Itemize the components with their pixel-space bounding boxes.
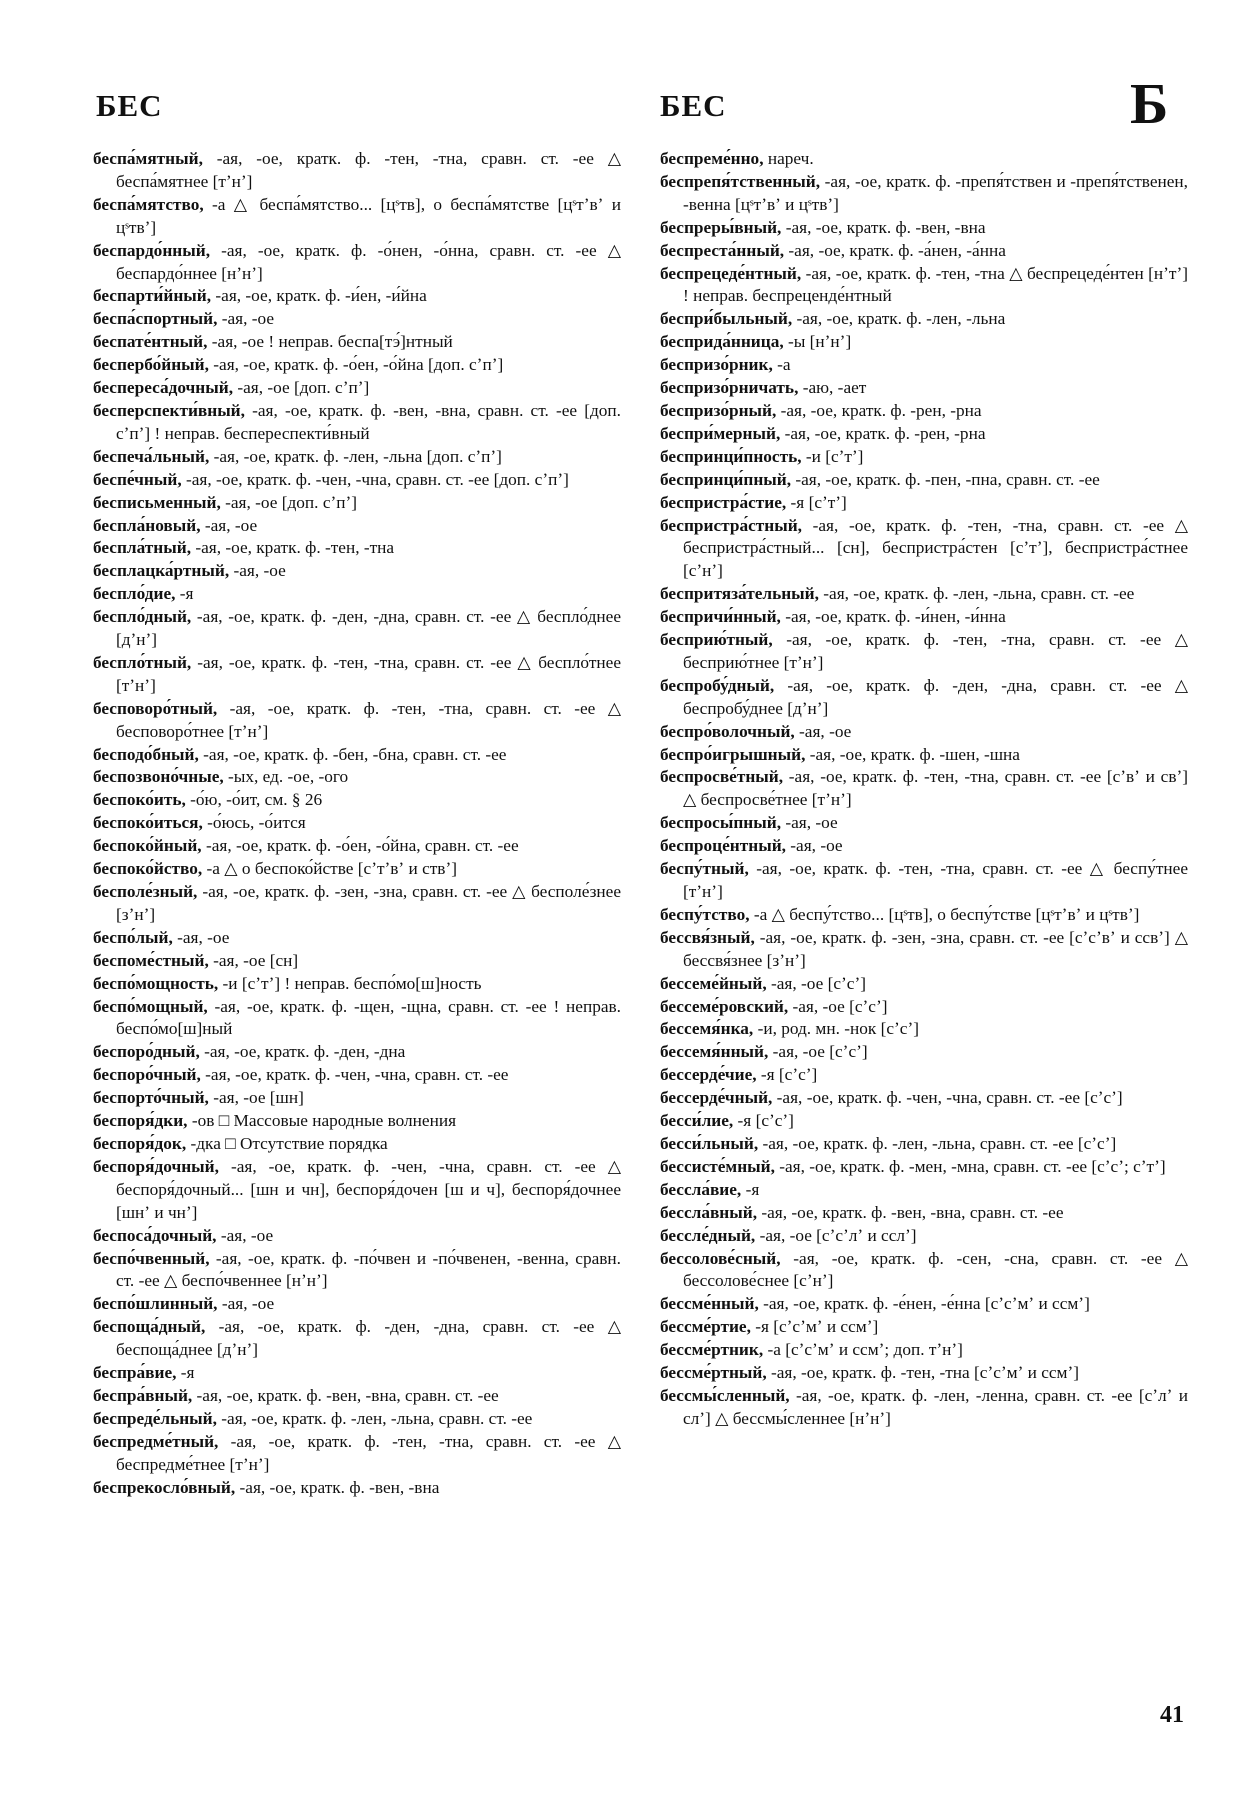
- headword: бессла́вие,: [660, 1179, 742, 1199]
- entry-text: -ая, -ое, кратк. ф. -и́ен, -и́йна: [211, 286, 427, 306]
- headword: беспросве́тный,: [660, 767, 784, 787]
- entry-text: -ая, -ое, кратк. ф. -лен, -льна: [792, 309, 1006, 329]
- headword: беспра́вие,: [93, 1363, 177, 1383]
- dictionary-entry: [93, 858, 621, 881]
- headword: бессла́вный,: [660, 1202, 758, 1222]
- entry-text: -ая, -ое: [217, 1294, 275, 1314]
- dictionary-entry: [660, 240, 1188, 263]
- headword: беспризо́рник,: [660, 355, 773, 375]
- entry-text: -ая, -ое: [200, 515, 258, 535]
- entry-text: -ая, -ое, кратк. ф. -тен, -тна: [191, 538, 395, 558]
- entry-text: -о́ю, -о́ит, см. § 26: [185, 790, 323, 810]
- headword: беспричи́нный,: [660, 607, 781, 627]
- dictionary-entry: [93, 812, 621, 835]
- dictionary-entry: [660, 675, 1188, 721]
- entry-text: -ая, -ое, кратк. ф. -лен, -льна [доп. сʼпʼ]: [209, 446, 502, 466]
- headword: бессле́дный,: [660, 1225, 756, 1245]
- headword: беспо́лый,: [93, 927, 173, 947]
- entry-text: -ая, -ое, кратк. ф. -вен, -вна, сравн. ст. -ее: [192, 1385, 499, 1405]
- entry-text: -ов □ Массовые народные волнения: [187, 1111, 457, 1131]
- dictionary-entry: [93, 698, 621, 744]
- entry-text: -ая, -ое: [785, 836, 843, 856]
- dictionary-entry: [93, 469, 621, 492]
- entry-text: -я [сʼсʼмʼ и ссмʼ]: [750, 1317, 879, 1337]
- dictionary-entry: [660, 1316, 1188, 1339]
- dictionary-entry: [660, 996, 1188, 1019]
- headword: беспербо́йный,: [93, 355, 209, 375]
- headword: бесси́лие,: [660, 1111, 734, 1131]
- entry-text: -ая, -ое: [229, 561, 286, 581]
- dictionary-entry: [93, 1477, 621, 1500]
- dictionary-entry: [660, 446, 1188, 469]
- headword: беспробу́дный,: [660, 675, 775, 695]
- dictionary-entry: [93, 950, 621, 973]
- headword: беспа́мятство,: [93, 194, 204, 214]
- headword: бесподо́бный,: [93, 744, 199, 764]
- headword: бесполе́зный,: [93, 882, 198, 901]
- headword: бесповоро́тный,: [93, 698, 218, 718]
- headword: беспри́мерный,: [660, 423, 781, 443]
- dictionary-entry: [660, 1133, 1188, 1156]
- dictionary-entry: [93, 1431, 621, 1477]
- headword: беспристра́стие,: [660, 492, 787, 512]
- dictionary-entry: [660, 1110, 1188, 1133]
- dictionary-entry: [93, 1156, 621, 1225]
- dictionary-entry: [93, 652, 621, 698]
- entry-text: -ая, -ое: [217, 309, 275, 329]
- dictionary-entry: [93, 354, 621, 377]
- dictionary-entry: [660, 1385, 1188, 1431]
- dictionary-entry: [660, 469, 1188, 492]
- headword: беспа́мятный,: [93, 149, 203, 168]
- headword: беспри́быльный,: [660, 309, 793, 329]
- dictionary-entry: [93, 308, 621, 331]
- dictionary-entry: [660, 973, 1188, 996]
- page-number: 41: [1160, 1702, 1184, 1728]
- dictionary-entry: [93, 1041, 621, 1064]
- headword: беспа́спортный,: [93, 309, 218, 329]
- entry-text: -ая, -ое [сʼсʼ]: [768, 1042, 868, 1062]
- headword: беспоро́дный,: [93, 1042, 200, 1062]
- headword: беспо́мощность,: [93, 973, 219, 993]
- dictionary-entry: [660, 904, 1188, 927]
- dictionary-entry: [660, 1248, 1188, 1294]
- dictionary-entry: [660, 515, 1188, 584]
- entry-text: -я: [176, 1363, 195, 1383]
- entry-text: -и [сʼтʼ] ! неправ. беспо́мо[ш]ность: [218, 973, 482, 993]
- headword: беспо́мощный,: [93, 996, 208, 1016]
- entry-text: -ая, -ое, кратк. ф. -а́нен, -а́нна: [784, 240, 1006, 260]
- headword: беспритяза́тельный,: [660, 584, 819, 604]
- headword: бессмы́сленный,: [660, 1385, 790, 1405]
- headword: беспреры́вный,: [660, 217, 782, 237]
- headword: беспла́новый,: [93, 515, 201, 535]
- entry-text: -ая, -ое, кратк. ф. -чен, -чна, сравн. ст. -ее [доп. сʼпʼ]: [181, 469, 569, 489]
- headword: беспу́тство,: [660, 904, 750, 924]
- entry-text: -ая, -ое: [216, 1225, 274, 1245]
- entry-text: -а △ беспа́мятство... [цˢтв], о беспа́мятстве [цˢтʼвʼ и цˢтвʼ]: [116, 194, 621, 237]
- dictionary-entry: [93, 881, 621, 927]
- entry-text: -ая, -ое, кратк. ф. -вен, -вна: [781, 217, 986, 237]
- headword: бессеме́ровский,: [660, 996, 789, 1016]
- entry-text: -ая, -ое, кратк. ф. -о́ен, -о́йна [доп. сʼпʼ]: [208, 355, 504, 375]
- headword: беспла́тный,: [93, 538, 192, 558]
- entry-text: -ая, -ое, кратк. ф. -и́нен, -и́нна: [780, 607, 1006, 627]
- headword: беспо́чвенный,: [93, 1248, 210, 1268]
- headword: бессолове́сный,: [660, 1248, 781, 1268]
- headword: беспеча́льный,: [93, 446, 210, 466]
- dictionary-entry: [93, 240, 621, 286]
- dictionary-entry: [93, 583, 621, 606]
- dictionary-entry: [660, 1041, 1188, 1064]
- headword: бессме́ртный,: [660, 1363, 767, 1383]
- headword: беспреме́нно,: [660, 149, 764, 168]
- dictionary-entry: [93, 1385, 621, 1408]
- entry-text: -ая, -ое, кратк. ф. -е́нен, -е́нна [сʼсʼмʼ и ссмʼ]: [758, 1294, 1090, 1314]
- headword: бессемя́нный,: [660, 1042, 769, 1062]
- entry-text: -ая, -ое, кратк. ф. -чен, -чна, сравн. ст. -ее [сʼсʼ]: [772, 1088, 1123, 1108]
- dictionary-entry: [660, 1087, 1188, 1110]
- dictionary-entry: [93, 1225, 621, 1248]
- headword: бессме́ртие,: [660, 1317, 751, 1337]
- dictionary-entry: [660, 492, 1188, 515]
- entry-text: -ая, -ое, кратк. ф. -о́ен, -о́йна, сравн. ст. -ее: [201, 836, 519, 856]
- headword: беспро́волочный,: [660, 721, 795, 741]
- entry-text: -ая, -ое, кратк. ф. -тен, -тна, сравн. ст. -ее [сʼвʼ и свʼ] △ беспросве́тнее [тʼнʼ]: [683, 767, 1188, 810]
- dictionary-entry: [660, 1018, 1188, 1041]
- entry-text: -я: [741, 1179, 760, 1199]
- running-head-right: БЕС: [660, 88, 727, 123]
- headword: бесписьменный,: [93, 492, 221, 512]
- headword: беспоко́йный,: [93, 836, 202, 856]
- entry-text: -ая, -ое, кратк. ф. -тен, -тна △ беспрецеде́нтен [нʼтʼ] ! неправ. беспреценде́нтный: [683, 263, 1188, 306]
- headword: беспро́игрышный,: [660, 744, 806, 764]
- entry-text: -ая, -ое, кратк. ф. -щен, -щна, сравн. ст. -ее ! неправ. беспо́мо[ш]ный: [116, 996, 621, 1039]
- dictionary-entry: [93, 537, 621, 560]
- dictionary-entry: [93, 744, 621, 767]
- entry-text: -ая, -ое, кратк. ф. -чен, -чна, сравн. ст. -ее △ беспоря́дочный... [шн и чн], беспоря́дочен [ш и ч], беспоря́дочнее [шнʼ и чнʼ]: [116, 1156, 621, 1222]
- dictionary-entry: [93, 515, 621, 538]
- headword: беспардо́нный,: [93, 240, 211, 260]
- headword: бессвя́зный,: [660, 927, 755, 947]
- headword: беспристра́стный,: [660, 515, 802, 535]
- headword: бесприю́тный,: [660, 630, 773, 650]
- headword: беспроце́нтный,: [660, 836, 786, 856]
- entry-text: -ая, -ое, кратк. ф. -лен, -льна, сравн. ст. -ее [сʼсʼ]: [758, 1133, 1117, 1153]
- entry-text: -ая, -ое, кратк. ф. -препя́тствен и -препя́тственен, -венна [цˢтʼвʼ и цˢтвʼ]: [683, 171, 1188, 214]
- headword: бессме́ртник,: [660, 1340, 764, 1360]
- entry-text: -ых, ед. -ое, -ого: [223, 767, 349, 787]
- dictionary-entry: [93, 1408, 621, 1431]
- headword: беспрецеде́нтный,: [660, 263, 802, 283]
- dictionary-entry: [660, 354, 1188, 377]
- headword: бессерде́чие,: [660, 1065, 757, 1085]
- entry-text: -а △ беспу́тство... [цˢтв], о беспу́тстве [цˢтʼвʼ и цˢтвʼ]: [749, 904, 1140, 924]
- dictionary-entry: [660, 171, 1188, 217]
- entry-text: -ая, -ое [сʼсʼлʼ и сслʼ]: [755, 1225, 917, 1245]
- dictionary-entry: [660, 1202, 1188, 1225]
- headword: бесплацка́ртный,: [93, 561, 230, 581]
- entry-text: -ая, -ое, кратк. ф. -вен, -вна, сравн. ст. -ее [доп. сʼпʼ] ! неправ. беспереспекти́вный: [116, 400, 621, 443]
- headword: беспо́шлинный,: [93, 1294, 218, 1314]
- dictionary-entry: [660, 377, 1188, 400]
- entry-text: -и [сʼтʼ]: [801, 446, 864, 466]
- entry-text: -ая, -ое, кратк. ф. -тен, -тна, сравн. ст. -ее △ беспристра́стный... [сн], беспристра́стен [сʼтʼ], беспристра́стнее [сʼнʼ]: [683, 515, 1188, 581]
- dictionary-entry: [93, 789, 621, 812]
- dictionary-entry: [93, 927, 621, 950]
- dictionary-entry: [660, 1156, 1188, 1179]
- headword: беспло́дный,: [93, 607, 192, 627]
- headword: беспе́чный,: [93, 469, 182, 489]
- headword: беспоко́ить,: [93, 790, 186, 810]
- entry-text: -ая, -ое [сʼсʼ]: [788, 996, 888, 1016]
- dictionary-entry: [660, 812, 1188, 835]
- headword: беспоро́чный,: [93, 1065, 201, 1085]
- entry-text: -а: [772, 355, 791, 375]
- dictionary-entry: [93, 1110, 621, 1133]
- headword: беспреста́нный,: [660, 240, 785, 260]
- entry-text: -ая, -ое, кратк. ф. -рен, -рна: [776, 400, 982, 420]
- entry-text: -ы [нʼнʼ]: [783, 332, 852, 352]
- entry-text: -ая, -ое [шн]: [208, 1088, 304, 1108]
- dictionary-entry: [660, 308, 1188, 331]
- dictionary-entry: [93, 766, 621, 789]
- dictionary-entry: [660, 423, 1188, 446]
- entry-text: -ая, -ое [доп. сʼпʼ]: [220, 492, 358, 512]
- dictionary-entry: [660, 148, 1188, 171]
- entry-text: -ая, -ое: [794, 721, 852, 741]
- entry-text: -ая, -ое, кратк. ф. -тен, -тна, сравн. ст. -ее △ бесприю́тнее [тʼнʼ]: [683, 630, 1188, 672]
- headword: беспорто́чный,: [93, 1088, 209, 1108]
- dictionary-entry: [93, 446, 621, 469]
- headword: беспу́тный,: [660, 859, 749, 879]
- headword: беспредме́тный,: [93, 1431, 219, 1451]
- dictionary-entry: [660, 1362, 1188, 1385]
- dictionary-entry: [93, 1316, 621, 1362]
- dictionary-entry: [93, 606, 621, 652]
- dictionary-entry: [660, 858, 1188, 904]
- headword: бессерде́чный,: [660, 1088, 773, 1108]
- entry-text: -ая, -ое, кратк. ф. -сен, -сна, сравн. ст. -ее △ бессолове́снее [сʼнʼ]: [683, 1248, 1188, 1291]
- dictionary-entry: [93, 400, 621, 446]
- entry-text: -ая, -ое, кратк. ф. -лен, -льна, сравн. ст. -ее: [818, 584, 1135, 604]
- headword: беспереса́дочный,: [93, 378, 234, 398]
- dictionary-entry: [660, 629, 1188, 675]
- headword: бессеме́йный,: [660, 973, 767, 993]
- entry-text: -о́юсь, -о́ится: [202, 813, 306, 833]
- entry-text: -ая, -ое, кратк. ф. -ден, -дна, сравн. ст. -ее △ беспло́днее [дʼнʼ]: [116, 607, 621, 650]
- dictionary-entry: [660, 766, 1188, 812]
- headword: беспло́дие,: [93, 584, 176, 604]
- headword: беспоко́йство,: [93, 859, 203, 879]
- dictionary-entry: [660, 1225, 1188, 1248]
- entry-text: -ая, -ое [доп. сʼпʼ]: [233, 378, 370, 398]
- dictionary-entry: [660, 400, 1188, 423]
- section-letter: Б: [1130, 71, 1169, 136]
- entry-text: -ая, -ое: [781, 813, 838, 833]
- entry-text: -аю, -ает: [798, 378, 867, 398]
- dictionary-entry: [660, 1339, 1188, 1362]
- headword: беспоме́стный,: [93, 950, 209, 970]
- headword: беспра́вный,: [93, 1385, 193, 1405]
- running-head-left: БЕС: [96, 88, 163, 123]
- entry-text: -ая, -ое, кратк. ф. -лен, -льна, сравн. ст. -ее: [216, 1408, 533, 1428]
- headword: беспринци́пный,: [660, 469, 792, 489]
- entry-text: -я [сʼтʼ]: [786, 492, 847, 512]
- dictionary-entry: [660, 835, 1188, 858]
- entry-text: -ая, -ое [сн]: [208, 950, 299, 970]
- headword: беспросы́пный,: [660, 813, 782, 833]
- headword: беспрекосло́вный,: [93, 1477, 236, 1497]
- entry-text: -ая, -ое, кратк. ф. -вен, -вна, сравн. ст. -ее: [757, 1202, 1064, 1222]
- entry-text: -ая, -ое, кратк. ф. -тен, -тна, сравн. ст. -ее △ беспу́тнее [тʼнʼ]: [683, 859, 1188, 901]
- headword: беспарти́йный,: [93, 286, 212, 306]
- entry-text: -ая, -ое, кратк. ф. -лен, -ленна, сравн. ст. -ее [сʼлʼ и слʼ] △ бессмы́сленнее [нʼнʼ]: [683, 1385, 1188, 1428]
- entry-text: -ая, -ое, кратк. ф. -мен, -мна, сравн. ст. -ее [сʼсʼ; сʼтʼ]: [774, 1156, 1166, 1176]
- entry-text: -я [сʼсʼ]: [733, 1111, 794, 1131]
- dictionary-entry: [660, 721, 1188, 744]
- dictionary-entry: [660, 1293, 1188, 1316]
- entry-text: -а △ о беспоко́йстве [сʼтʼвʼ и ствʼ]: [202, 859, 457, 879]
- headword: беспате́нтный,: [93, 332, 208, 352]
- entry-text: -и, род. мн. -нок [сʼсʼ]: [753, 1019, 919, 1039]
- entry-text: -ая, -ое, кратк. ф. -ден, -дна, сравн. ст. -ее △ беспоща́днее [дʼнʼ]: [116, 1317, 621, 1360]
- dictionary-entry: [93, 835, 621, 858]
- headword: бессисте́мный,: [660, 1156, 775, 1176]
- headword: беспло́тный,: [93, 652, 192, 672]
- dictionary-entry: [93, 148, 621, 194]
- dictionary-entry: [660, 927, 1188, 973]
- dictionary-entry: [660, 1179, 1188, 1202]
- headword: бесприда́нница,: [660, 332, 784, 352]
- entry-text: -ая, -ое, кратк. ф. -шен, -шна: [805, 744, 1020, 764]
- dictionary-entry: [93, 1064, 621, 1087]
- dictionary-entry: [660, 217, 1188, 240]
- entry-text: -ая, -ое, кратк. ф. -зен, -зна, сравн. ст. -ее [сʼсʼвʼ и ссвʼ] △ бессвя́знее [зʼнʼ]: [683, 927, 1188, 970]
- headword: беспризо́рный,: [660, 400, 777, 420]
- entry-text: -я: [175, 584, 194, 604]
- dictionary-entry: [93, 996, 621, 1042]
- entry-text: -ая, -ое, кратк. ф. -по́чвен и -по́чвенен, -венна, сравн. ст. -ее △ беспо́чвеннее [нʼнʼ]: [116, 1248, 621, 1291]
- headword: беспозвоно́чные,: [93, 767, 224, 787]
- entry-text: нареч.: [763, 149, 814, 168]
- dictionary-entry: [660, 1064, 1188, 1087]
- entry-text: -ая, -ое, кратк. ф. -о́нен, -о́нна, сравн. ст. -ее △ беспардо́ннее [нʼнʼ]: [116, 240, 621, 283]
- dictionary-entry: [93, 194, 621, 240]
- entry-text: -ая, -ое ! неправ. беспа[тэ́]нтный: [207, 332, 453, 352]
- headword: беспоща́дный,: [93, 1317, 206, 1337]
- headword: бессме́нный,: [660, 1294, 759, 1314]
- entry-text: -ая, -ое, кратк. ф. -ден, -дна: [199, 1042, 406, 1062]
- headword: беспоко́иться,: [93, 813, 203, 833]
- dictionary-entry: [93, 1133, 621, 1156]
- dictionary-entry: [660, 263, 1188, 309]
- entry-text: -я [сʼсʼ]: [756, 1065, 818, 1085]
- dictionary-entry: [660, 331, 1188, 354]
- dictionary-entry: [93, 1293, 621, 1316]
- dictionary-entry: [660, 744, 1188, 767]
- headword: беспрепя́тственный,: [660, 171, 821, 191]
- headword: беспоря́дки,: [93, 1111, 188, 1131]
- entry-text: -ая, -ое, кратк. ф. -рен, -рна: [780, 423, 986, 443]
- dictionary-entry: [93, 377, 621, 400]
- entry-text: -ая, -ое, кратк. ф. -бен, -бна, сравн. ст. -ее: [198, 744, 507, 764]
- headword: бесперспекти́вный,: [93, 400, 245, 420]
- entry-text: -ая, -ое, кратк. ф. -тен, -тна, сравн. ст. -ее △ беспло́тнее [тʼнʼ]: [116, 652, 621, 695]
- headword: беспреде́льный,: [93, 1408, 217, 1428]
- entry-text: -дка □ Отсутствие порядка: [186, 1133, 388, 1153]
- headword: беспоря́дочный,: [93, 1156, 219, 1176]
- headword: бесси́льный,: [660, 1133, 759, 1153]
- dictionary-entry: [93, 331, 621, 354]
- headword: беспризо́рничать,: [660, 378, 799, 398]
- dictionary-entry: [93, 285, 621, 308]
- entry-text: -ая, -ое, кратк. ф. -пен, -пна, сравн. ст. -ее: [791, 469, 1100, 489]
- headword: беспринци́пность,: [660, 446, 802, 466]
- dictionary-entry: [93, 560, 621, 583]
- entry-text: -а [сʼсʼмʼ и ссмʼ; доп. тʼнʼ]: [763, 1340, 963, 1360]
- dictionary-entry: [660, 606, 1188, 629]
- left-column: [93, 148, 621, 1499]
- entry-text: -ая, -ое, кратк. ф. -чен, -чна, сравн. ст. -ее: [200, 1065, 509, 1085]
- headword: бессемя́нка,: [660, 1019, 754, 1039]
- dictionary-entry: [93, 1362, 621, 1385]
- entry-text: -ая, -ое [сʼсʼ]: [766, 973, 866, 993]
- headword: беспоса́дочный,: [93, 1225, 217, 1245]
- dictionary-entry: [93, 973, 621, 996]
- dictionary-entry: [660, 583, 1188, 606]
- dictionary-entry: [93, 1087, 621, 1110]
- entry-text: -ая, -ое, кратк. ф. -зен, -зна, сравн. ст. -ее △ бесполе́знее [зʼнʼ]: [116, 882, 621, 924]
- entry-text: -ая, -ое, кратк. ф. -тен, -тна, сравн. ст. -ее △ бесповоро́тнее [тʼнʼ]: [116, 698, 621, 741]
- entry-text: -ая, -ое, кратк. ф. -тен, -тна [сʼсʼмʼ и ссмʼ]: [766, 1363, 1080, 1383]
- entry-text: -ая, -ое, кратк. ф. -тен, -тна, сравн. ст. -ее △ беспа́мятнее [тʼнʼ]: [116, 149, 621, 191]
- entry-text: -ая, -ое, кратк. ф. -ден, -дна, сравн. ст. -ее △ беспробу́днее [дʼнʼ]: [683, 675, 1188, 718]
- dictionary-entry: [93, 1248, 621, 1294]
- entry-text: -ая, -ое, кратк. ф. -тен, -тна, сравн. ст. -ее △ беспредме́тнее [тʼнʼ]: [116, 1431, 621, 1474]
- right-column: [660, 148, 1188, 1431]
- entry-text: -ая, -ое, кратк. ф. -вен, -вна: [235, 1477, 440, 1497]
- entry-text: -ая, -ое: [172, 927, 230, 947]
- headword: беспоря́док,: [93, 1133, 187, 1153]
- dictionary-entry: [93, 492, 621, 515]
